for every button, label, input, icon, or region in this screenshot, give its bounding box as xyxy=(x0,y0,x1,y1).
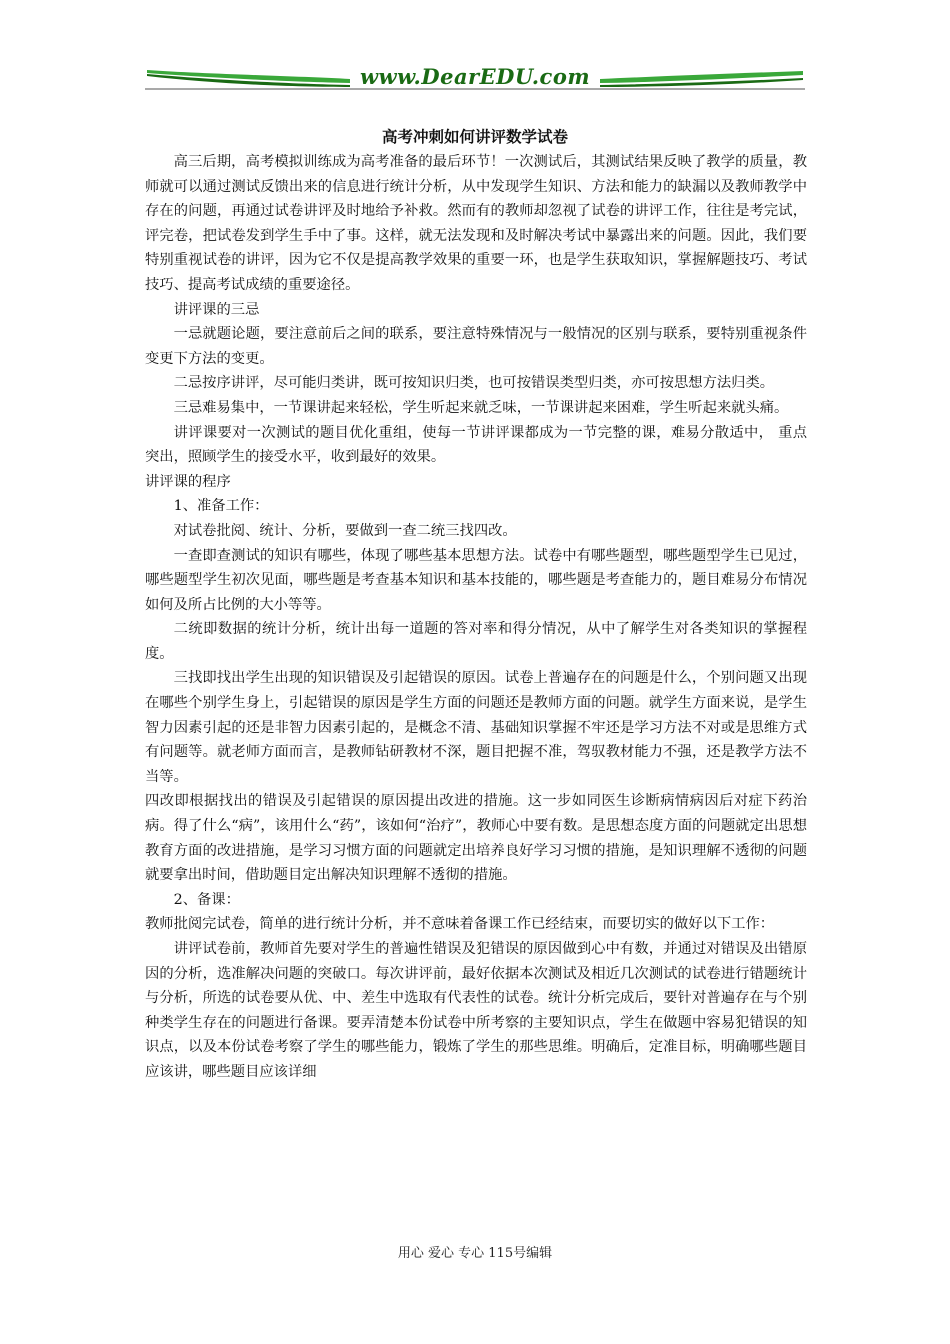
article-title: 高考冲刺如何讲评数学试卷 xyxy=(381,127,568,146)
paragraph: 二忌按序讲评，尽可能归类讲，既可按知识归类，也可按错误类型归类，亦可按思想方法归类。 xyxy=(173,375,775,392)
paragraph: 二统即数据的统计分析，统计出每一道题的答对率和得分情况，从中了解学生对各类知识的掌握程度。 xyxy=(145,621,807,662)
site-brand-logo: www.DearEDU.com xyxy=(359,64,591,89)
paragraph: 教师批阅完试卷，简单的进行统计分析，并不意味着备课工作已经结束，而要切实的做好以下工作： xyxy=(145,916,775,933)
intro-paragraph: 高三后期，高考模拟训练成为高考准备的最后环节！一次测试后，其测试结果反映了教学的质量，教师就可以通过测试反馈出来的信息进行统计分析，从中发现学生知识、方法和能力的缺漏以及教师教学中存在的问题，再通过试卷讲评及时地给予补救。然而有的教师却忽视了试卷的讲评工作，往往是考完试，评完卷，把试卷发到学生手中了事。这样，就无法发现和及时解决考试中暴露出来的问题。因此，我们要特别重视试卷的讲评，因为它不仅是提高教学效果的重要一环，也是学生获取知识，掌握解题技巧、考试技巧、提高考试成绩的重要途径。 xyxy=(145,154,807,293)
subheading-lesson-prep: 2、备课： xyxy=(173,891,240,908)
paragraph: 一忌就题论题，要注意前后之间的联系，要注意特殊情况与一般情况的区别与联系，要特别重视条件变更下方法的变更。 xyxy=(145,326,807,367)
paragraph: 三忌难易集中，一节课讲起来轻松，学生听起来就乏味，一节课讲起来困难，学生听起来就头痛。 xyxy=(173,399,789,416)
paragraph: 四改即根据找出的错误及引起错误的原因提出改进的措施。这一步如同医生诊断病情病因后对症下药治病。得了什么“病”，该用什么“药”，该如何“治疗”，教师心中要有数。是思想态度方面的问题就定出思想教育方面的改进措施，是学习习惯方面的问题就定出培养良好学习习惯的措施，是知识理解不透彻的问题就要拿出时间，借助题目定出解决知识理解不透彻的措施。 xyxy=(145,793,807,884)
section-heading-three-taboos: 讲评课的三忌 xyxy=(173,301,260,318)
subheading-preparation: 1、准备工作： xyxy=(173,498,269,515)
page-footer: 用心 爱心 专心 115号编辑 xyxy=(397,1246,553,1261)
paragraph: 对试卷批阅、统计、分析，要做到一查二统三找四改。 xyxy=(173,522,517,539)
site-header xyxy=(145,62,805,92)
paragraph: 一查即查测试的知识有哪些，体现了哪些基本思想方法。试卷中有哪些题型，哪些题型学生已见过，哪些题型学生初次见面，哪些题是考查基本知识和基本技能的，哪些题是考查能力的，题目难易分布情况如何及所占比例的大小等等。 xyxy=(145,547,807,613)
paragraph: 讲评试卷前，教师首先要对学生的普遍性错误及犯错误的原因做到心中有数，并通过对错误及出错原因的分析，选准解决问题的突破口。每次讲评前，最好依据本次测试及相近几次测试的试卷进行错题统计与分析，所选的试卷要从优、中、差生中选取有代表性的试卷。统计分析完成后，要针对普遍存在与个别种类学生存在的问题进行备课。要弄清楚本份试卷中所考察的主要知识点，学生在做题中容易犯错误的知识点，以及本份试卷考察了学生的哪些能力，锻炼了学生的那些思维。明确后，定准目标，明确哪些题目应该讲，哪些题目应该详细 xyxy=(145,941,807,1080)
section-heading-procedure: 讲评课的程序 xyxy=(145,473,231,490)
paragraph: 三找即找出学生出现的知识错误及引起错误的原因。试卷上普遍存在的问题是什么，个别问题又出现在哪些个别学生身上，引起错误的原因是学生方面的问题还是教师方面的问题。就学生方面来说，是学生智力因素引起的还是非智力因素引起的，是概念不清、基础知识掌握不牢还是学习方法不对或是思维方式有问题等。就老师方面而言，是教师钻研教材不深，题目把握不准，驾驭教材能力不强，还是教学方法不当等。 xyxy=(145,670,807,785)
paragraph: 讲评课要对一次测试的题目优化重组，使每一节讲评课都成为一节完整的课，难易分散适中， 重点突出，照顾学生的接受水平，收到最好的效果。 xyxy=(145,424,807,466)
article-body xyxy=(145,150,807,1085)
